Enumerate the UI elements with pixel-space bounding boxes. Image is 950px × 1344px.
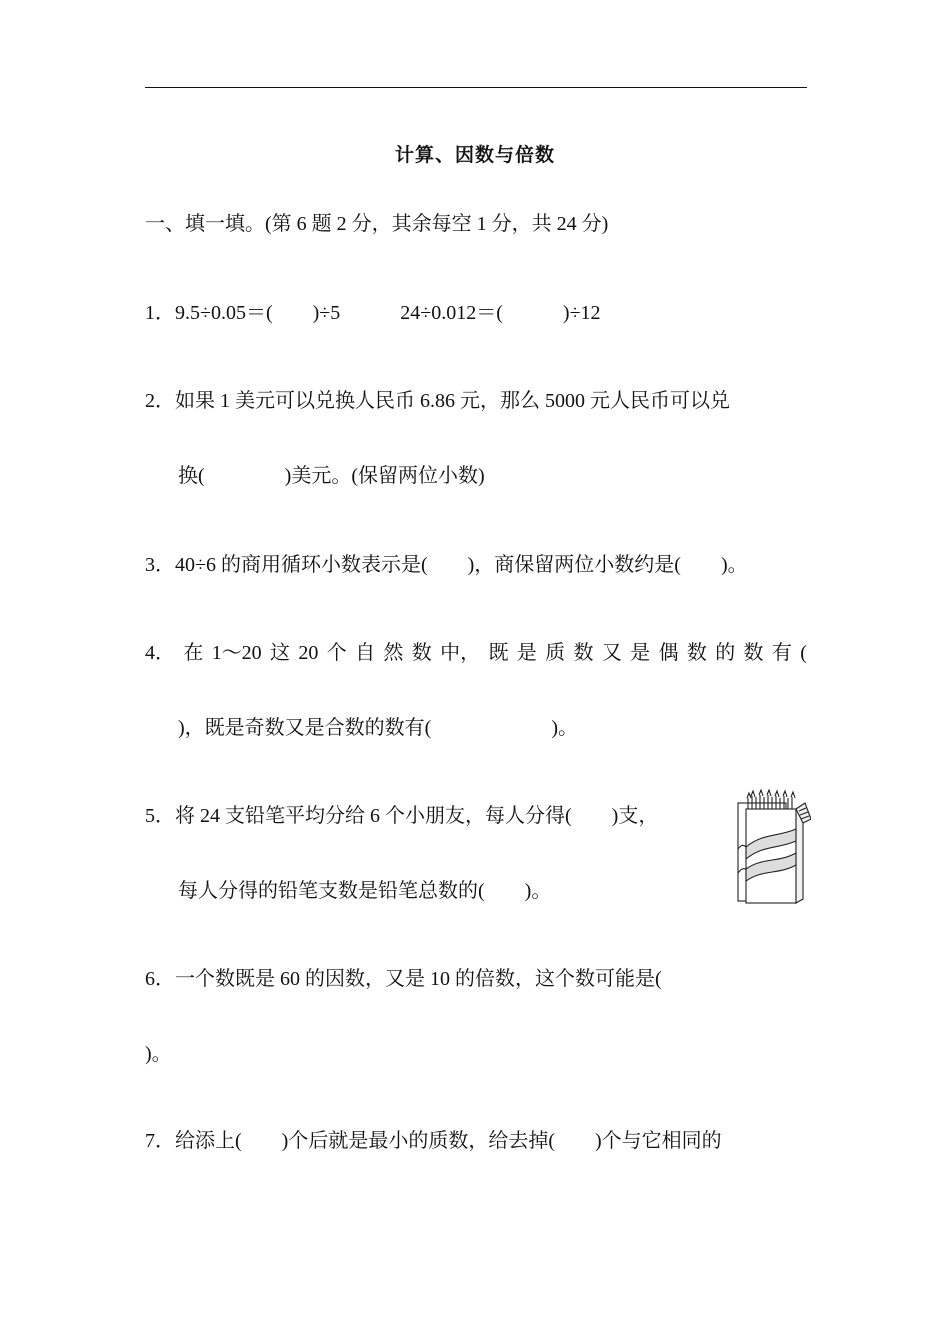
question-1: 1．9.5÷0.05＝( )÷5 24÷0.012＝( )÷12 xyxy=(145,302,601,324)
question-6-line-2: )。 xyxy=(145,1043,172,1065)
question-2-line-2: 换( )美元。(保留两位小数) xyxy=(178,465,485,487)
q4-char: 自 xyxy=(355,642,376,664)
q4-char: 数 xyxy=(686,642,707,664)
q4-char: ( xyxy=(800,642,807,664)
q4-char: 4． xyxy=(145,642,175,664)
q4-char: 又 xyxy=(601,642,622,664)
q4-char: 数 xyxy=(573,642,594,664)
question-4-line-2: )，既是奇数又是合数的数有( )。 xyxy=(178,717,578,739)
question-3: 3．40÷6 的商用循环小数表示是( )，商保留两位小数约是( )。 xyxy=(145,554,748,576)
question-4-line-1 xyxy=(145,639,807,667)
question-7: 7．给添上( )个后就是最小的质数，给去掉( )个与它相同的 xyxy=(145,1130,722,1152)
q4-char: 20 xyxy=(298,642,319,664)
q4-char: 是 xyxy=(516,642,537,664)
pencil-box-icon xyxy=(733,789,811,905)
question-2-line-1: 2．如果 1 美元可以兑换人民币 6.86 元，那么 5000 元人民币可以兑 xyxy=(145,390,730,412)
q4-char: 的 xyxy=(715,642,736,664)
q4-char: 是 xyxy=(630,642,651,664)
q4-char: 1～20 xyxy=(211,642,262,664)
q4-char: 数 xyxy=(743,642,764,664)
question-6-line-1: 6．一个数既是 60 的因数，又是 10 的倍数，这个数可能是( xyxy=(145,968,662,990)
q4-char: 这 xyxy=(270,642,291,664)
q4-char: 既 xyxy=(488,642,509,664)
q4-char: 个 xyxy=(326,642,347,664)
header-rule xyxy=(145,87,807,88)
question-5-line-2: 每人分得的铅笔支数是铅笔总数的( )。 xyxy=(178,880,552,902)
q4-char: 质 xyxy=(545,642,566,664)
q4-char: 然 xyxy=(383,642,404,664)
q4-char: 在 xyxy=(183,642,204,664)
q4-char: 数 xyxy=(411,642,432,664)
section-heading: 一、填一填。(第 6 题 2 分，其余每空 1 分，共 24 分) xyxy=(145,213,609,235)
q4-char: 偶 xyxy=(658,642,679,664)
question-5-line-1: 5．将 24 支铅笔平均分给 6 个小朋友，每人分得( )支， xyxy=(145,805,659,827)
q4-char: 有 xyxy=(771,642,792,664)
q4-char: 中， xyxy=(440,642,481,664)
page-title: 计算、因数与倍数 xyxy=(394,144,555,166)
